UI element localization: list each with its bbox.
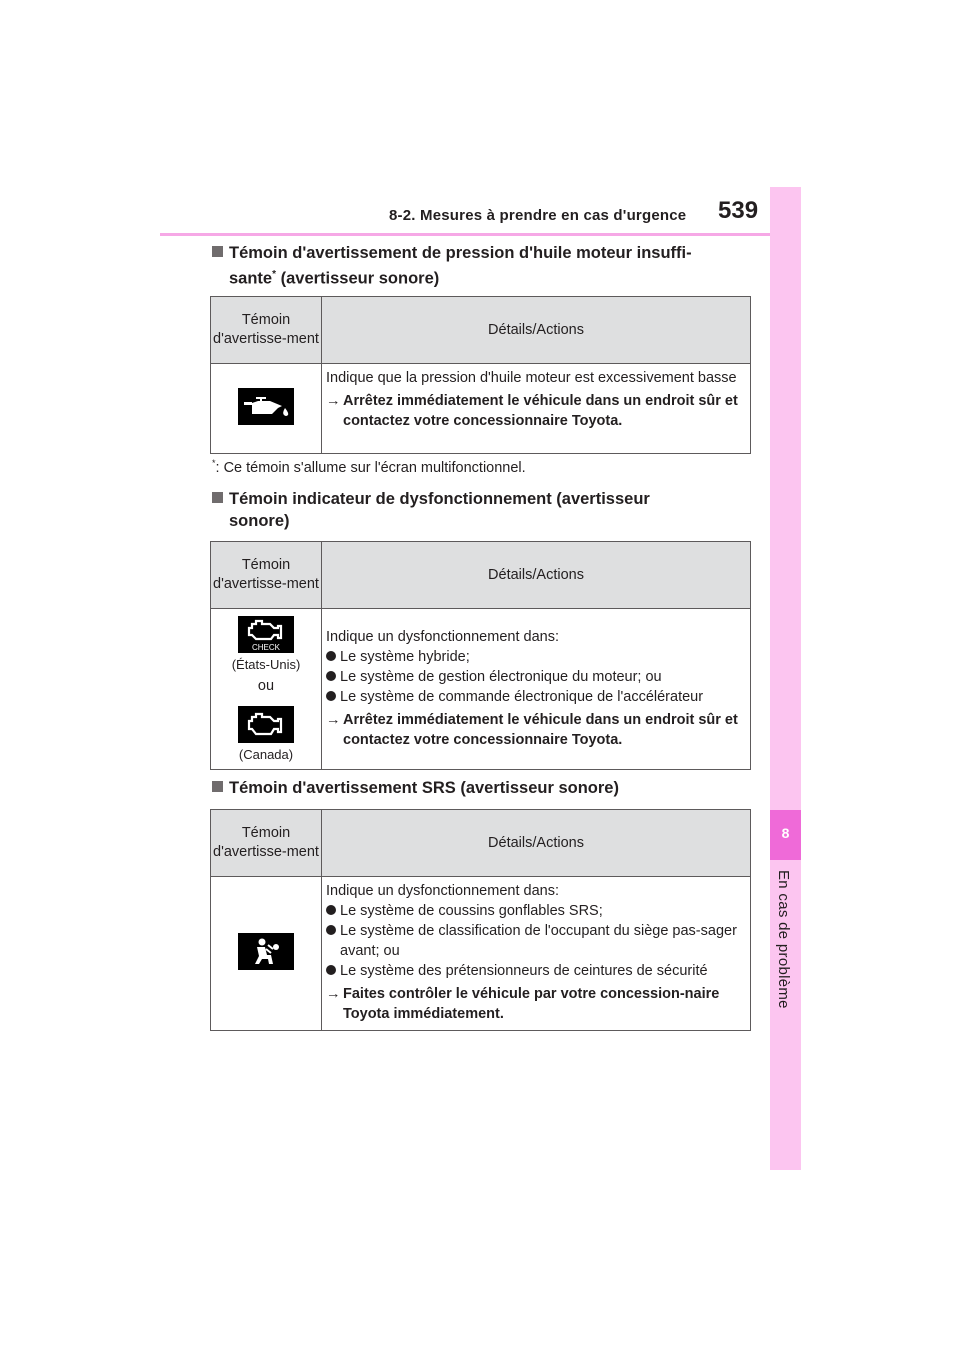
action-text: Arrêtez immédiatement le véhicule dans un endroit sûr et contactez votre concessionnaire Toyota. — [343, 711, 738, 748]
footnote — [212, 458, 526, 476]
chapter-side-tab — [770, 187, 801, 1170]
engine-icon — [238, 706, 294, 743]
details-cell — [322, 609, 751, 770]
icon-caption-us: (États-Unis) — [231, 657, 301, 672]
icon-caption-canada: (Canada) — [238, 747, 294, 762]
list-item: Le système de coussins gonflables SRS; — [326, 901, 746, 921]
svg-text:CHECK: CHECK — [251, 643, 281, 652]
heading-square-icon — [212, 492, 223, 503]
heading-line: Témoin indicateur de dysfonctionnement (avertisseur — [229, 490, 650, 508]
heading-line: Témoin d'avertissement SRS (avertisseur sonore) — [229, 779, 619, 797]
arrow-icon: → — [326, 393, 341, 409]
list-item: Le système de commande électronique de l'accélérateur — [326, 687, 746, 707]
detail-text: Indique que la pression d'huile moteur est excessivement basse — [326, 370, 737, 386]
bullet-icon — [326, 965, 336, 975]
column-header-indicator: Témoin d'avertisse-ment — [211, 542, 322, 609]
page-number: 539 — [718, 197, 759, 224]
indicator-cell — [211, 609, 322, 770]
arrow-icon: → — [326, 711, 341, 728]
indicator-cell — [211, 877, 322, 1031]
warning-table-malfunction — [210, 541, 751, 770]
section-heading-oil-pressure — [212, 242, 757, 290]
heading-line: (avertisseur sonore) — [276, 269, 440, 288]
footnote-text: : Ce témoin s'allume sur l'écran multifonctionnel. — [215, 459, 526, 476]
bullet-icon — [326, 905, 336, 915]
detail-intro: Indique un dysfonctionnement dans: — [326, 628, 559, 645]
action-text: Faites contrôler le véhicule par votre concession-naire Toyota immédiatement. — [343, 986, 720, 1022]
list-item: Le système de gestion électronique du moteur; ou — [326, 667, 746, 687]
header-divider — [160, 233, 770, 236]
check-engine-icon — [238, 616, 294, 653]
footnote-marker: * — [272, 269, 277, 280]
page-section-title: 8-2. Mesures à prendre en cas d'urgence — [389, 207, 687, 224]
bullet-icon — [326, 925, 336, 935]
heading-line: Témoin d'avertissement de pression d'huile moteur insuffi- — [229, 244, 692, 262]
footnote-marker: * — [212, 458, 216, 468]
bullet-icon — [326, 651, 336, 661]
list-item: Le système des prétensionneurs de ceintures de sécurité — [326, 961, 746, 981]
column-header-details: Détails/Actions — [322, 297, 751, 364]
details-cell — [322, 364, 751, 454]
column-header-details: Détails/Actions — [322, 542, 751, 609]
list-item: Le système de classification de l'occupant du siège pas-sager avant; ou — [326, 921, 746, 961]
bullet-icon — [326, 671, 336, 681]
section-heading-malfunction — [212, 488, 757, 532]
srs-airbag-icon — [238, 933, 294, 970]
arrow-icon: → — [326, 986, 341, 1002]
action-text: Arrêtez immédiatement le véhicule dans un endroit sûr et contactez votre concessionnaire Toyota. — [343, 393, 738, 429]
column-header-indicator: Témoin d'avertisse-ment — [211, 297, 322, 364]
detail-intro: Indique un dysfonctionnement dans: — [326, 883, 559, 899]
bullet-icon — [326, 691, 336, 701]
warning-table-srs — [210, 809, 751, 1031]
chapter-title: En cas de problème — [775, 870, 792, 1009]
list-item: Le système hybride; — [326, 647, 746, 667]
chapter-number: 8 — [781, 825, 790, 841]
details-cell — [322, 877, 751, 1031]
heading-square-icon — [212, 781, 223, 792]
oil-pressure-icon — [238, 388, 294, 425]
or-separator: ou — [257, 678, 275, 694]
heading-line: sante — [229, 269, 273, 288]
column-header-details: Détails/Actions — [322, 810, 751, 877]
heading-line: sonore) — [229, 512, 290, 530]
indicator-cell — [211, 364, 322, 454]
action-instruction — [326, 391, 746, 431]
heading-square-icon — [212, 246, 223, 257]
section-heading-srs — [212, 777, 757, 799]
column-header-indicator: Témoin d'avertisse-ment — [211, 810, 322, 877]
action-instruction — [326, 710, 746, 750]
warning-table-oil-pressure — [210, 296, 751, 454]
action-instruction — [326, 984, 746, 1024]
